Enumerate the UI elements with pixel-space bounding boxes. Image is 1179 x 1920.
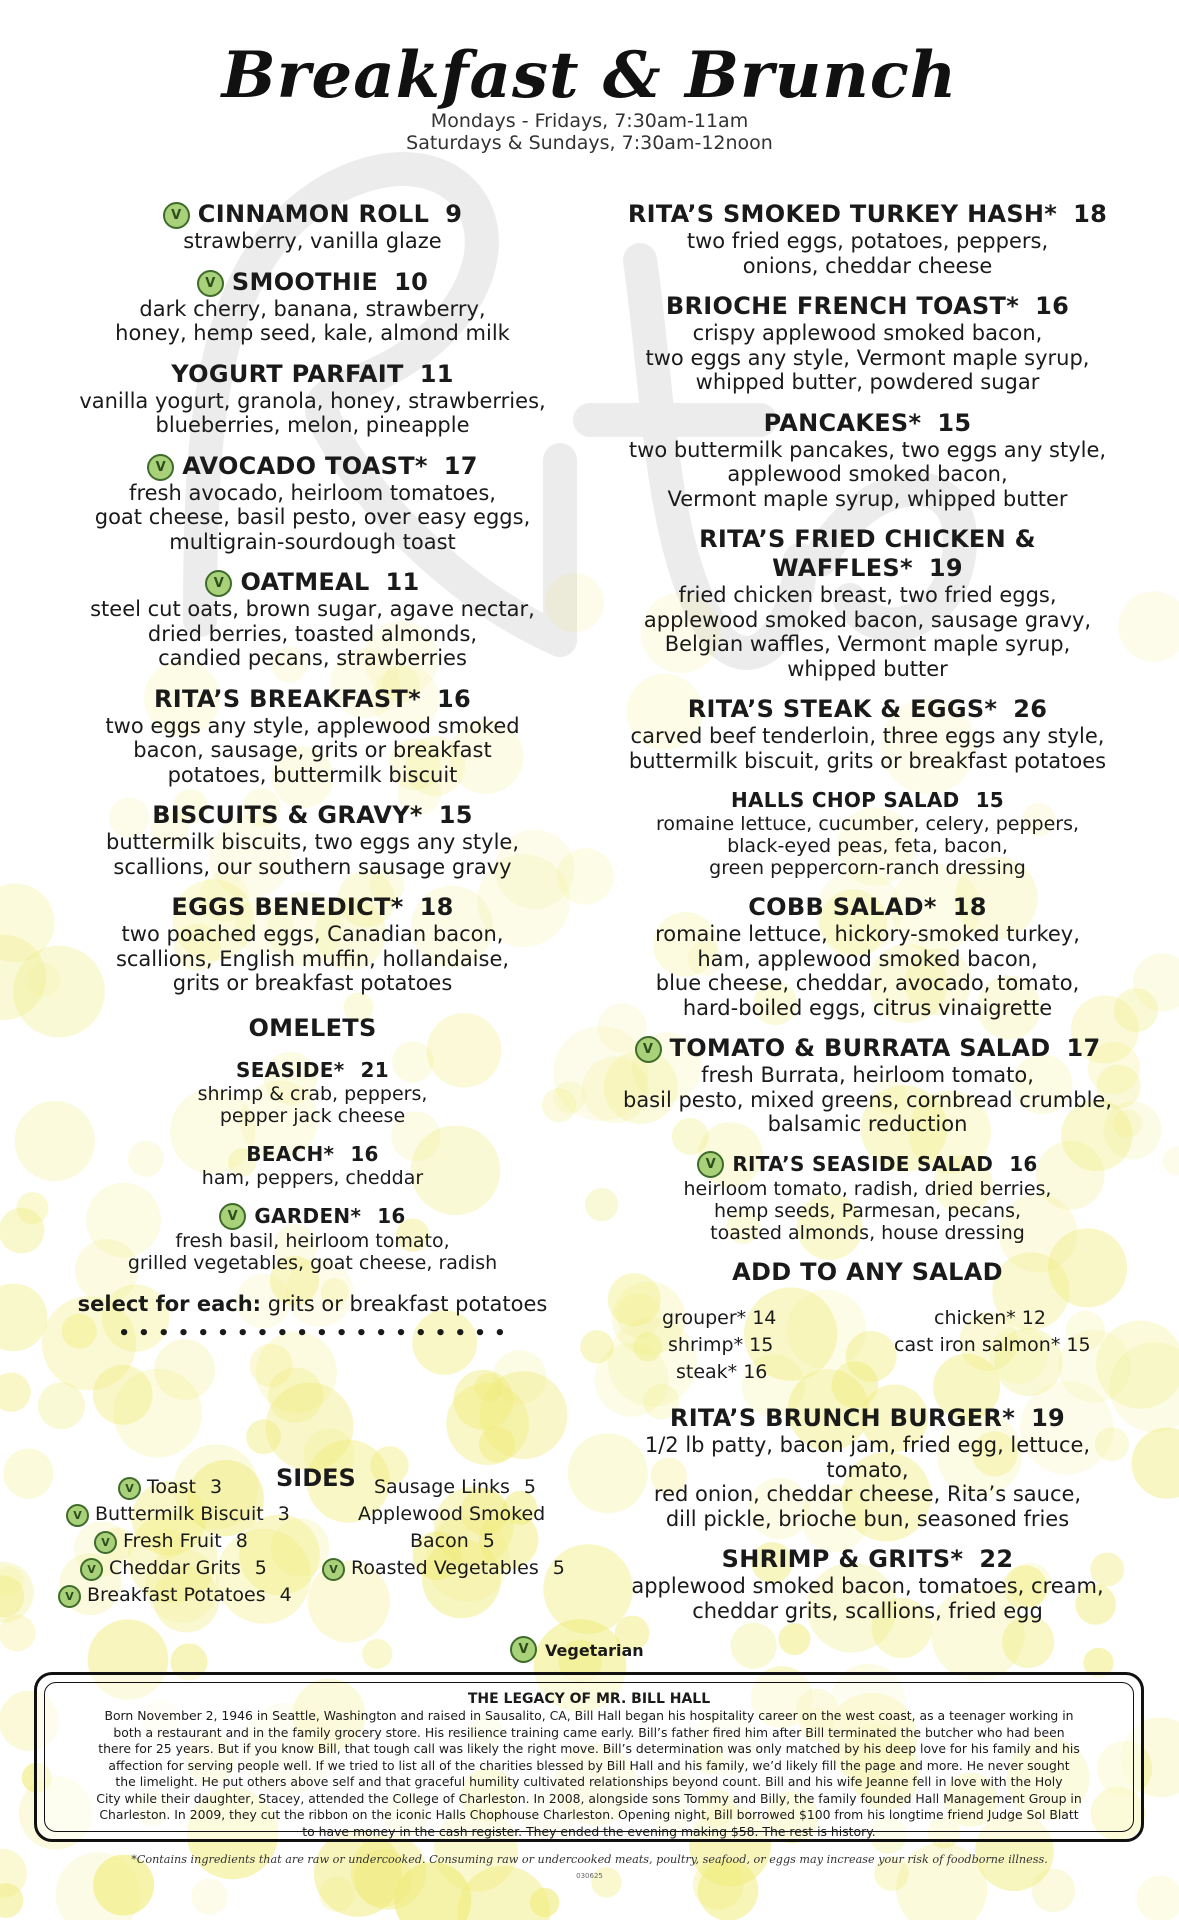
item-name-line bbox=[610, 1404, 1125, 1433]
item-price: 16 bbox=[436, 684, 471, 713]
vegetarian-icon: V bbox=[118, 1477, 141, 1500]
legacy-line: City while their daughter, Stacey, attended the College of Charleston. In 2008, alongside sons Tommy and Billy, the family founded Hall Management Group in bbox=[96, 1790, 1082, 1806]
menu-item bbox=[70, 268, 555, 346]
side-name: Sausage Links bbox=[374, 1476, 510, 1498]
item-description: applewood smoked bacon, bbox=[727, 462, 1008, 486]
item-description: two eggs any style, Vermont maple syrup, bbox=[645, 345, 1090, 370]
item-name: TOMATO & BURRATA SALAD bbox=[669, 1034, 1051, 1062]
vegetarian-icon: V bbox=[147, 454, 174, 481]
legacy-line: there for 25 years. But if you know Bill, that tough call was likely the right move. Bill’s determination was only matched by his deep love for his family and his bbox=[98, 1741, 1080, 1756]
side-name: Applewood Smoked bbox=[358, 1503, 546, 1525]
item-name: RITA’S BREAKFAST* bbox=[154, 684, 421, 713]
item-description: strawberry, vanilla glaze bbox=[183, 229, 442, 253]
menu-item bbox=[70, 1057, 555, 1127]
item-price: 21 bbox=[360, 1057, 389, 1082]
side-price: 5 bbox=[254, 1557, 267, 1579]
item-name-line bbox=[70, 801, 555, 830]
salad-addon: grouper* 14 bbox=[662, 1307, 777, 1329]
item-description: bacon, sausage, grits or breakfast bbox=[133, 738, 492, 762]
menu-item bbox=[610, 525, 1125, 681]
side-price: 5 bbox=[523, 1476, 536, 1498]
item-name: HALLS CHOP SALAD bbox=[730, 788, 960, 812]
item-description: carved beef tenderloin, three eggs any style, bbox=[630, 724, 1105, 748]
item-name: BRIOCHE FRENCH TOAST* bbox=[665, 292, 1020, 320]
side-item bbox=[118, 1474, 222, 1501]
salad-addon: shrimp* 15 bbox=[668, 1334, 774, 1356]
item-name: SEASIDE* bbox=[236, 1057, 345, 1082]
item-name: RITA’S FRIED CHICKEN & WAFFLES* bbox=[699, 525, 1036, 582]
item-name: YOGURT PARFAIT bbox=[171, 359, 404, 388]
legacy-inner-border bbox=[44, 1682, 1134, 1839]
item-description: hard-boiled eggs, citrus vinaigrette bbox=[682, 995, 1053, 1020]
item-description: multigrain-sourdough toast bbox=[169, 529, 456, 554]
item-name-line bbox=[610, 200, 1125, 229]
vegetarian-icon: V bbox=[163, 202, 190, 229]
item-name-line bbox=[610, 787, 1125, 813]
item-description: candied pecans, strawberries bbox=[158, 646, 467, 670]
item-name-line bbox=[70, 893, 555, 922]
legacy-line: Charleston. In 2009, they cut the ribbon on the iconic Halls Chophouse Charleston. Opening night, Bill borrowed $100 from his longtime friend Judge Sol Blatt bbox=[99, 1807, 1079, 1822]
legacy-box bbox=[34, 1672, 1144, 1842]
menu-item bbox=[70, 685, 555, 788]
side-item bbox=[322, 1555, 565, 1582]
item-price: 15 bbox=[438, 801, 473, 829]
select-label: select for each: bbox=[77, 1291, 262, 1316]
item-description: onions, cheddar cheese bbox=[742, 253, 993, 278]
menu-item bbox=[70, 893, 555, 996]
item-name: BEACH* bbox=[246, 1141, 335, 1166]
item-description: applewood smoked bacon, tomatoes, cream, bbox=[631, 1574, 1104, 1598]
menu-item bbox=[70, 360, 555, 438]
menu-item bbox=[610, 409, 1125, 512]
side-item bbox=[58, 1582, 292, 1609]
item-name-line bbox=[610, 695, 1125, 724]
salad-addon: steak* 16 bbox=[676, 1361, 768, 1383]
item-price: 16 bbox=[350, 1141, 379, 1166]
vegetarian-icon: V bbox=[94, 1531, 117, 1554]
side-name: Toast bbox=[147, 1476, 196, 1498]
item-description: two buttermilk pancakes, two eggs any style, bbox=[628, 437, 1107, 462]
item-description: fried chicken breast, two fried eggs, bbox=[678, 583, 1057, 607]
item-description: blueberries, melon, pineapple bbox=[155, 413, 470, 437]
item-name-line bbox=[70, 1057, 555, 1083]
vegetarian-icon: V bbox=[219, 1203, 246, 1230]
side-item bbox=[94, 1528, 248, 1555]
item-description: fresh avocado, heirloom tomatoes, bbox=[129, 480, 496, 505]
item-description: green peppercorn-ranch dressing bbox=[709, 857, 1026, 879]
side-item bbox=[66, 1501, 290, 1528]
item-description: two eggs any style, applewood smoked bbox=[105, 713, 520, 738]
side-price: 3 bbox=[210, 1476, 223, 1498]
vegetarian-icon: V bbox=[697, 1151, 724, 1178]
item-name-line bbox=[70, 1203, 555, 1230]
item-description: dark cherry, banana, strawberry, bbox=[139, 296, 486, 321]
item-description: goat cheese, basil pesto, over easy eggs, bbox=[94, 505, 531, 529]
side-price: 4 bbox=[279, 1584, 292, 1606]
vegetarian-legend bbox=[510, 1636, 644, 1663]
side-name: Bacon bbox=[410, 1530, 469, 1552]
item-price: 18 bbox=[952, 893, 987, 921]
side-price: 5 bbox=[552, 1557, 565, 1579]
menu-item bbox=[610, 695, 1125, 773]
side-price: 5 bbox=[482, 1530, 495, 1552]
item-name: SMOOTHIE bbox=[231, 267, 379, 296]
item-description: shrimp & crab, peppers, bbox=[197, 1082, 428, 1105]
item-price: 15 bbox=[937, 408, 972, 437]
item-price: 15 bbox=[975, 788, 1005, 812]
salad-addon: cast iron salmon* 15 bbox=[894, 1334, 1091, 1356]
item-name: RITA’S SMOKED TURKEY HASH* bbox=[627, 200, 1058, 228]
item-description: dill pickle, brioche bun, seasoned fries bbox=[665, 1506, 1070, 1531]
right-bottom-column bbox=[610, 1404, 1125, 1623]
item-price: 11 bbox=[419, 359, 454, 388]
item-name: BISCUITS & GRAVY* bbox=[152, 801, 423, 829]
item-price: 16 bbox=[377, 1203, 406, 1228]
item-description: potatoes, buttermilk biscuit bbox=[167, 762, 458, 787]
right-menu-column bbox=[610, 200, 1125, 1287]
item-description: whipped butter bbox=[787, 656, 948, 681]
item-description: Vermont maple syrup, whipped butter bbox=[667, 486, 1068, 511]
item-description: balsamic reduction bbox=[767, 1112, 968, 1136]
item-description: buttermilk biscuit, grits or breakfast potatoes bbox=[628, 748, 1107, 773]
item-price: 17 bbox=[443, 451, 478, 480]
sides-heading: SIDES bbox=[276, 1464, 356, 1492]
item-description: grits or breakfast potatoes bbox=[172, 971, 453, 995]
item-description: applewood smoked bacon, sausage gravy, bbox=[643, 607, 1092, 632]
item-description: scallions, our southern sausage gravy bbox=[113, 854, 512, 879]
vegetarian-icon: V bbox=[322, 1558, 345, 1581]
item-price: 17 bbox=[1066, 1034, 1101, 1062]
item-description: fresh basil, heirloom tomato, bbox=[175, 1229, 450, 1252]
item-price: 18 bbox=[419, 893, 454, 921]
menu-item bbox=[70, 452, 555, 555]
item-description: blue cheese, cheddar, avocado, tomato, bbox=[655, 971, 1080, 995]
menu-item bbox=[70, 801, 555, 879]
menu-item bbox=[610, 1545, 1125, 1623]
omelets-heading: OMELETS bbox=[248, 1013, 377, 1042]
item-description: toasted almonds, house dressing bbox=[710, 1221, 1025, 1244]
item-name-line bbox=[610, 893, 1125, 922]
legend-label: Vegetarian bbox=[545, 1641, 644, 1660]
item-name-line bbox=[70, 268, 555, 297]
item-description: two poached eggs, Canadian bacon, bbox=[121, 922, 504, 946]
add-to-salad-heading: ADD TO ANY SALAD bbox=[732, 1257, 1003, 1286]
side-name: Roasted Vegetables bbox=[351, 1557, 539, 1579]
item-name-line bbox=[610, 525, 1125, 583]
item-name: SHRIMP & GRITS* bbox=[721, 1545, 964, 1573]
item-description: fresh Burrata, heirloom tomato, bbox=[701, 1063, 1034, 1087]
menu-item bbox=[70, 568, 555, 671]
item-description: heirloom tomato, radish, dried berries, bbox=[683, 1177, 1052, 1200]
side-name: Buttermilk Biscuit bbox=[95, 1503, 264, 1525]
item-price: 26 bbox=[1013, 695, 1048, 723]
item-description: ham, applewood smoked bacon, bbox=[697, 946, 1038, 971]
side-item bbox=[358, 1501, 545, 1528]
item-description: pepper jack cheese bbox=[219, 1104, 406, 1127]
item-name: RITA’S BRUNCH BURGER* bbox=[669, 1404, 1016, 1432]
menu-item bbox=[70, 1203, 555, 1274]
select-text: grits or breakfast potatoes bbox=[261, 1291, 548, 1316]
item-price: 18 bbox=[1073, 200, 1108, 228]
vegetarian-icon: V bbox=[510, 1636, 537, 1663]
item-description: scallions, English muffin, hollandaise, bbox=[115, 946, 510, 971]
dotted-divider: • • • • • • • • • • • • • • • • • • • • bbox=[118, 1323, 507, 1344]
item-name-line bbox=[70, 200, 555, 229]
item-name-line bbox=[610, 292, 1125, 321]
item-description: ham, peppers, cheddar bbox=[201, 1166, 424, 1189]
item-price: 22 bbox=[979, 1545, 1014, 1573]
item-name: GARDEN* bbox=[254, 1203, 362, 1228]
item-price: 19 bbox=[1031, 1404, 1066, 1432]
raw-food-disclaimer: *Contains ingredients that are raw or undercooked. Consuming raw or undercooked meats, poultry, seafood, or eggs may increase your risk of foodborne illness. bbox=[131, 1853, 1048, 1866]
side-price: 8 bbox=[235, 1530, 248, 1552]
item-name: CINNAMON ROLL bbox=[197, 200, 430, 228]
item-name-line bbox=[70, 360, 555, 389]
menu-item bbox=[610, 893, 1125, 1020]
side-item bbox=[80, 1555, 267, 1582]
menu-item bbox=[610, 200, 1125, 278]
print-code: 030625 bbox=[576, 1872, 603, 1880]
legacy-line: both a restaurant and in the family grocery store. His resilience training came early. Bill’s father fired him after Bill terminated the butcher who had been bbox=[113, 1724, 1065, 1740]
item-name-line bbox=[610, 1151, 1125, 1178]
item-price: 16 bbox=[1035, 292, 1070, 320]
item-name: OATMEAL bbox=[240, 568, 370, 596]
item-description: whipped butter, powdered sugar bbox=[695, 370, 1040, 394]
item-description: two fried eggs, potatoes, peppers, bbox=[686, 229, 1049, 253]
item-price: 10 bbox=[394, 267, 429, 296]
item-description: black-eyed peas, feta, bacon, bbox=[727, 835, 1008, 857]
menu-item bbox=[610, 787, 1125, 879]
weekend-hours: Saturdays & Sundays, 7:30am-12noon bbox=[406, 132, 773, 154]
item-description: buttermilk biscuits, two eggs any style, bbox=[105, 830, 520, 854]
left-menu-column bbox=[70, 200, 555, 1347]
item-description: honey, hemp seed, kale, almond milk bbox=[115, 321, 510, 345]
item-description: romaine lettuce, hickory-smoked turkey, bbox=[655, 922, 1080, 946]
item-description: basil pesto, mixed greens, cornbread crumble, bbox=[622, 1087, 1113, 1112]
salad-addon: chicken* 12 bbox=[934, 1307, 1046, 1329]
legacy-line: affection for serving people well. If we tried to list all of the charities blessed by Bill Hall and his family, we’d likely fill the page and more. He never sought bbox=[108, 1757, 1070, 1773]
vegetarian-icon: V bbox=[205, 570, 232, 597]
item-name-line bbox=[70, 452, 555, 481]
item-description: steel cut oats, brown sugar, agave nectar, bbox=[90, 597, 535, 621]
side-name: Fresh Fruit bbox=[123, 1530, 222, 1552]
item-name: EGGS BENEDICT* bbox=[171, 893, 404, 921]
legacy-line: Born November 2, 1946 in Seattle, Washington and raised in Sausalito, CA, Bill Hall began his hospitality career on the west coast, as a teenager working in bbox=[104, 1708, 1074, 1723]
vegetarian-icon: V bbox=[635, 1036, 662, 1063]
weekday-hours: Mondays - Fridays, 7:30am-11am bbox=[430, 110, 749, 132]
item-name-line bbox=[610, 1545, 1125, 1574]
legacy-body bbox=[45, 1708, 1133, 1840]
item-name-line bbox=[610, 1034, 1125, 1063]
side-item bbox=[374, 1474, 536, 1501]
menu-item bbox=[610, 292, 1125, 395]
menu-item bbox=[610, 1034, 1125, 1137]
item-description: dried berries, toasted almonds, bbox=[147, 621, 478, 646]
menu-item bbox=[610, 1404, 1125, 1531]
vegetarian-icon: V bbox=[80, 1558, 103, 1581]
legacy-title: THE LEGACY OF MR. BILL HALL bbox=[467, 1691, 711, 1707]
omelet-select-note bbox=[70, 1292, 555, 1317]
page-title: Breakfast & Brunch bbox=[221, 38, 958, 113]
vegetarian-icon: V bbox=[58, 1585, 81, 1608]
menu-item bbox=[70, 1141, 555, 1189]
menu-item bbox=[70, 200, 555, 254]
legacy-line: the limelight. He put others above self and that graceful humility cultivated relationships beyond count. Bill and his wife Jeanne fell in love with the Holy bbox=[115, 1774, 1063, 1789]
item-price: 9 bbox=[445, 200, 463, 228]
vegetarian-icon: V bbox=[197, 270, 224, 297]
item-name-line bbox=[70, 1141, 555, 1167]
menu-item bbox=[610, 1151, 1125, 1244]
item-description: cheddar grits, scallions, fried egg bbox=[692, 1598, 1043, 1623]
side-item bbox=[410, 1528, 495, 1555]
item-description: hemp seeds, Parmesan, pecans, bbox=[713, 1199, 1022, 1222]
vegetarian-icon: V bbox=[66, 1504, 89, 1527]
side-name: Breakfast Potatoes bbox=[87, 1584, 266, 1606]
item-name: RITA’S SEASIDE SALAD bbox=[732, 1151, 994, 1176]
item-name-line bbox=[70, 568, 555, 597]
item-price: 19 bbox=[928, 554, 963, 582]
item-price: 16 bbox=[1009, 1151, 1038, 1176]
legacy-line: to have money in the cash register. They ended the evening making $58. The rest is history. bbox=[302, 1823, 876, 1839]
item-description: 1/2 lb patty, bacon jam, fried egg, lettuce, tomato, bbox=[644, 1433, 1091, 1482]
side-name: Cheddar Grits bbox=[109, 1557, 241, 1579]
item-description: romaine lettuce, cucumber, celery, peppers, bbox=[655, 813, 1080, 835]
item-description: red onion, cheddar cheese, Rita’s sauce, bbox=[653, 1482, 1082, 1506]
item-description: vanilla yogurt, granola, honey, strawberries, bbox=[79, 388, 546, 413]
item-name-line bbox=[70, 685, 555, 714]
side-price: 3 bbox=[277, 1503, 290, 1525]
item-name: COBB SALAD* bbox=[748, 893, 937, 921]
item-name-line bbox=[610, 409, 1125, 438]
item-description: crispy applewood smoked bacon, bbox=[692, 321, 1043, 345]
item-name: RITA’S STEAK & EGGS* bbox=[687, 695, 998, 723]
item-description: Belgian waffles, Vermont maple syrup, bbox=[664, 632, 1071, 656]
item-price: 11 bbox=[385, 568, 420, 596]
item-name: AVOCADO TOAST* bbox=[182, 451, 428, 480]
item-name: PANCAKES* bbox=[763, 408, 922, 437]
item-description: grilled vegetables, goat cheese, radish bbox=[127, 1251, 498, 1274]
